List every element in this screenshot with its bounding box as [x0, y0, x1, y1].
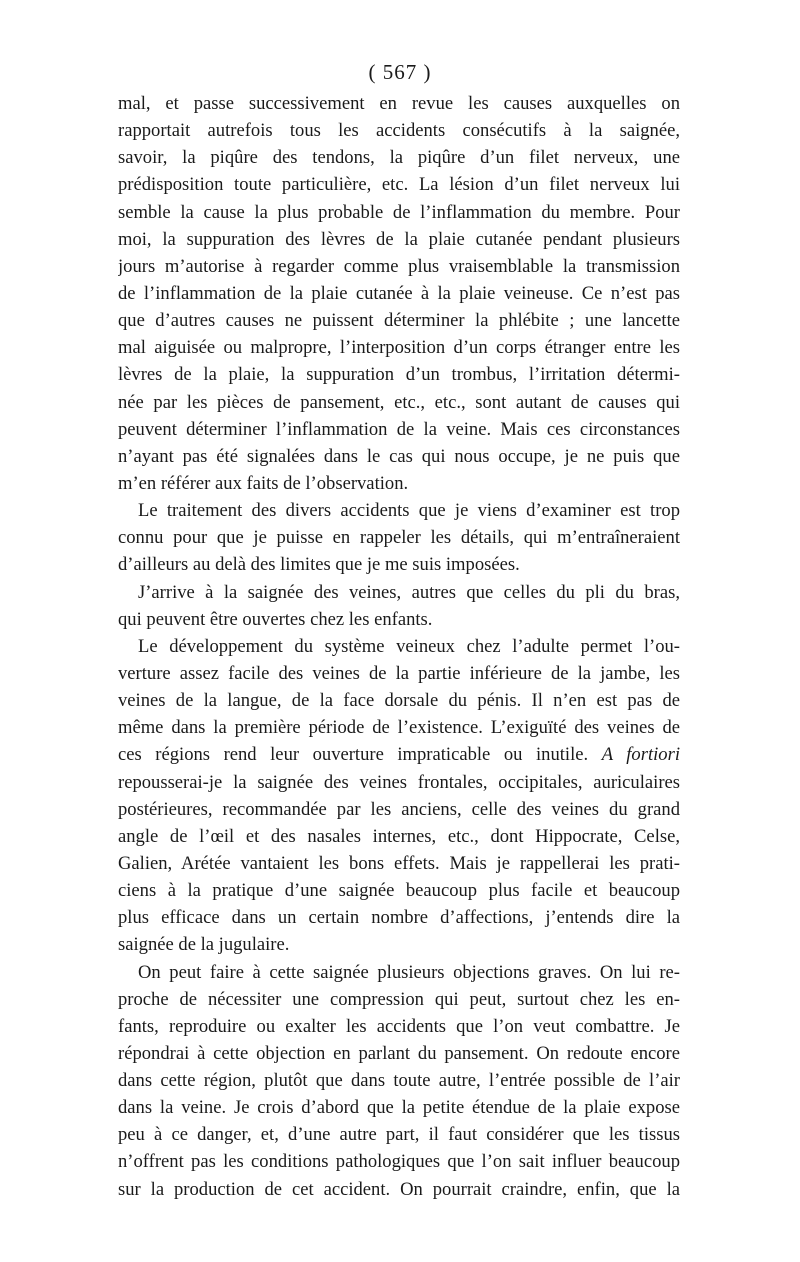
- text-line: n’offrent pas les conditions pathologiques que l’on sait influer beaucoup: [118, 1151, 680, 1173]
- text-line: répondrai à cette objection en parlant du pansement. On redoute encore: [118, 1042, 680, 1064]
- text-line: proche de nécessiter une compression qui peut, surtout chez les en-: [118, 988, 680, 1010]
- text-line: que d’autres causes ne puissent déterminer la phlébite ; une lancette: [118, 310, 680, 332]
- text-line: semble la cause la plus probable de l’inflammation du membre. Pour: [118, 201, 680, 223]
- text-line: même dans la première période de l’existence. L’exiguïté des veines de: [118, 717, 680, 739]
- text-line: sur la production de cet accident. On pourrait craindre, enfin, que la: [118, 1178, 680, 1200]
- page-number: ( 567 ): [368, 60, 432, 84]
- text-line: ciens à la pratique d’une saignée beaucoup plus facile et beaucoup: [118, 880, 680, 902]
- paragraph-4: [118, 633, 680, 959]
- text-line: savoir, la piqûre des tendons, la piqûre d’un filet nerveux, une: [118, 147, 680, 169]
- text-line: On peut faire à cette saignée plusieurs objections graves. On lui re-: [138, 961, 680, 983]
- text-line: dans la veine. Je crois d’abord que la petite étendue de la plaie expose: [118, 1097, 680, 1119]
- paragraph-2: [118, 497, 680, 578]
- text-line: Le traitement des divers accidents que je viens d’examiner est trop: [138, 500, 680, 522]
- text-line: veines de la langue, de la face dorsale du pénis. Il n’en est pas de: [118, 690, 680, 712]
- italic-phrase: A fortiori: [601, 744, 680, 766]
- text-line: prédisposition toute particulière, etc. La lésion d’un filet nerveux lui: [118, 174, 680, 196]
- text-line: m’en référer aux faits de l’observation.: [118, 472, 409, 494]
- text-line: J’arrive à la saignée des veines, autres que celles du pli du bras,: [138, 581, 680, 603]
- text-line: de l’inflammation de la plaie cutanée à la plaie veineuse. Ce n’est pas: [118, 282, 680, 304]
- text-segment: ces régions rend leur ouverture impraticable ou inutile.: [118, 744, 589, 766]
- text-line: mal, et passe successivement en revue les causes auxquelles on: [118, 93, 680, 114]
- text-line: Galien, Arétée vantaient les bons effets. Mais je rappellerai les prati-: [118, 852, 680, 874]
- text-line: lèvres de la plaie, la suppuration d’un trombus, l’irritation détermi-: [118, 364, 680, 386]
- text-line: mal aiguisée ou malpropre, l’interposition d’un corps étranger entre les: [118, 337, 680, 359]
- text-line: rapportait autrefois tous les accidents consécutifs à la saignée,: [118, 120, 680, 142]
- text-line: jours m’autorise à regarder comme plus vraisemblable la transmission: [118, 255, 680, 277]
- text-line: n’ayant pas été signalées dans le cas qui nous occupe, je ne puis que: [118, 445, 680, 467]
- text-line: connu pour que je puisse en rappeler les détails, qui m’entraîneraient: [118, 527, 680, 549]
- text-line: née par les pièces de pansement, etc., etc., sont autant de causes qui: [118, 391, 680, 413]
- text-line: repousserai-je la saignée des veines frontales, occipitales, auriculaires: [118, 771, 680, 793]
- text-line: peu à ce danger, et, d’une autre part, il faut considérer que les tissus: [118, 1124, 680, 1146]
- text-line: peuvent déterminer l’inflammation de la veine. Mais ces circonstances: [118, 418, 680, 440]
- text-line: fants, reproduire ou exalter les accidents que l’on veut combattre. Je: [118, 1015, 680, 1037]
- paragraph-1: [118, 90, 680, 497]
- text-line: d’ailleurs au delà des limites que je me suis imposées.: [118, 554, 520, 576]
- text-line: moi, la suppuration des lèvres de la plaie cutanée pendant plusieurs: [118, 228, 680, 250]
- text-line: [118, 741, 680, 768]
- text-line: verture assez facile des veines de la partie inférieure de la jambe, les: [118, 662, 680, 684]
- text-line: angle de l’œil et des nasales internes, etc., dont Hippocrate, Celse,: [118, 825, 680, 847]
- text-line: qui peuvent être ouvertes chez les enfants.: [118, 608, 433, 630]
- text-line: postérieures, recommandée par les anciens, celle des veines du grand: [118, 798, 680, 820]
- text-line: saignée de la jugulaire.: [118, 934, 290, 956]
- paragraph-5: [118, 959, 680, 1203]
- body-text: [118, 90, 680, 1203]
- paragraph-3: [118, 579, 680, 633]
- text-line: Le développement du système veineux chez l’adulte permet l’ou-: [138, 635, 680, 657]
- text-line: dans cette région, plutôt que dans toute autre, l’entrée possible de l’air: [118, 1070, 680, 1092]
- text-line: plus efficace dans un certain nombre d’affections, j’entends dire la: [118, 907, 680, 929]
